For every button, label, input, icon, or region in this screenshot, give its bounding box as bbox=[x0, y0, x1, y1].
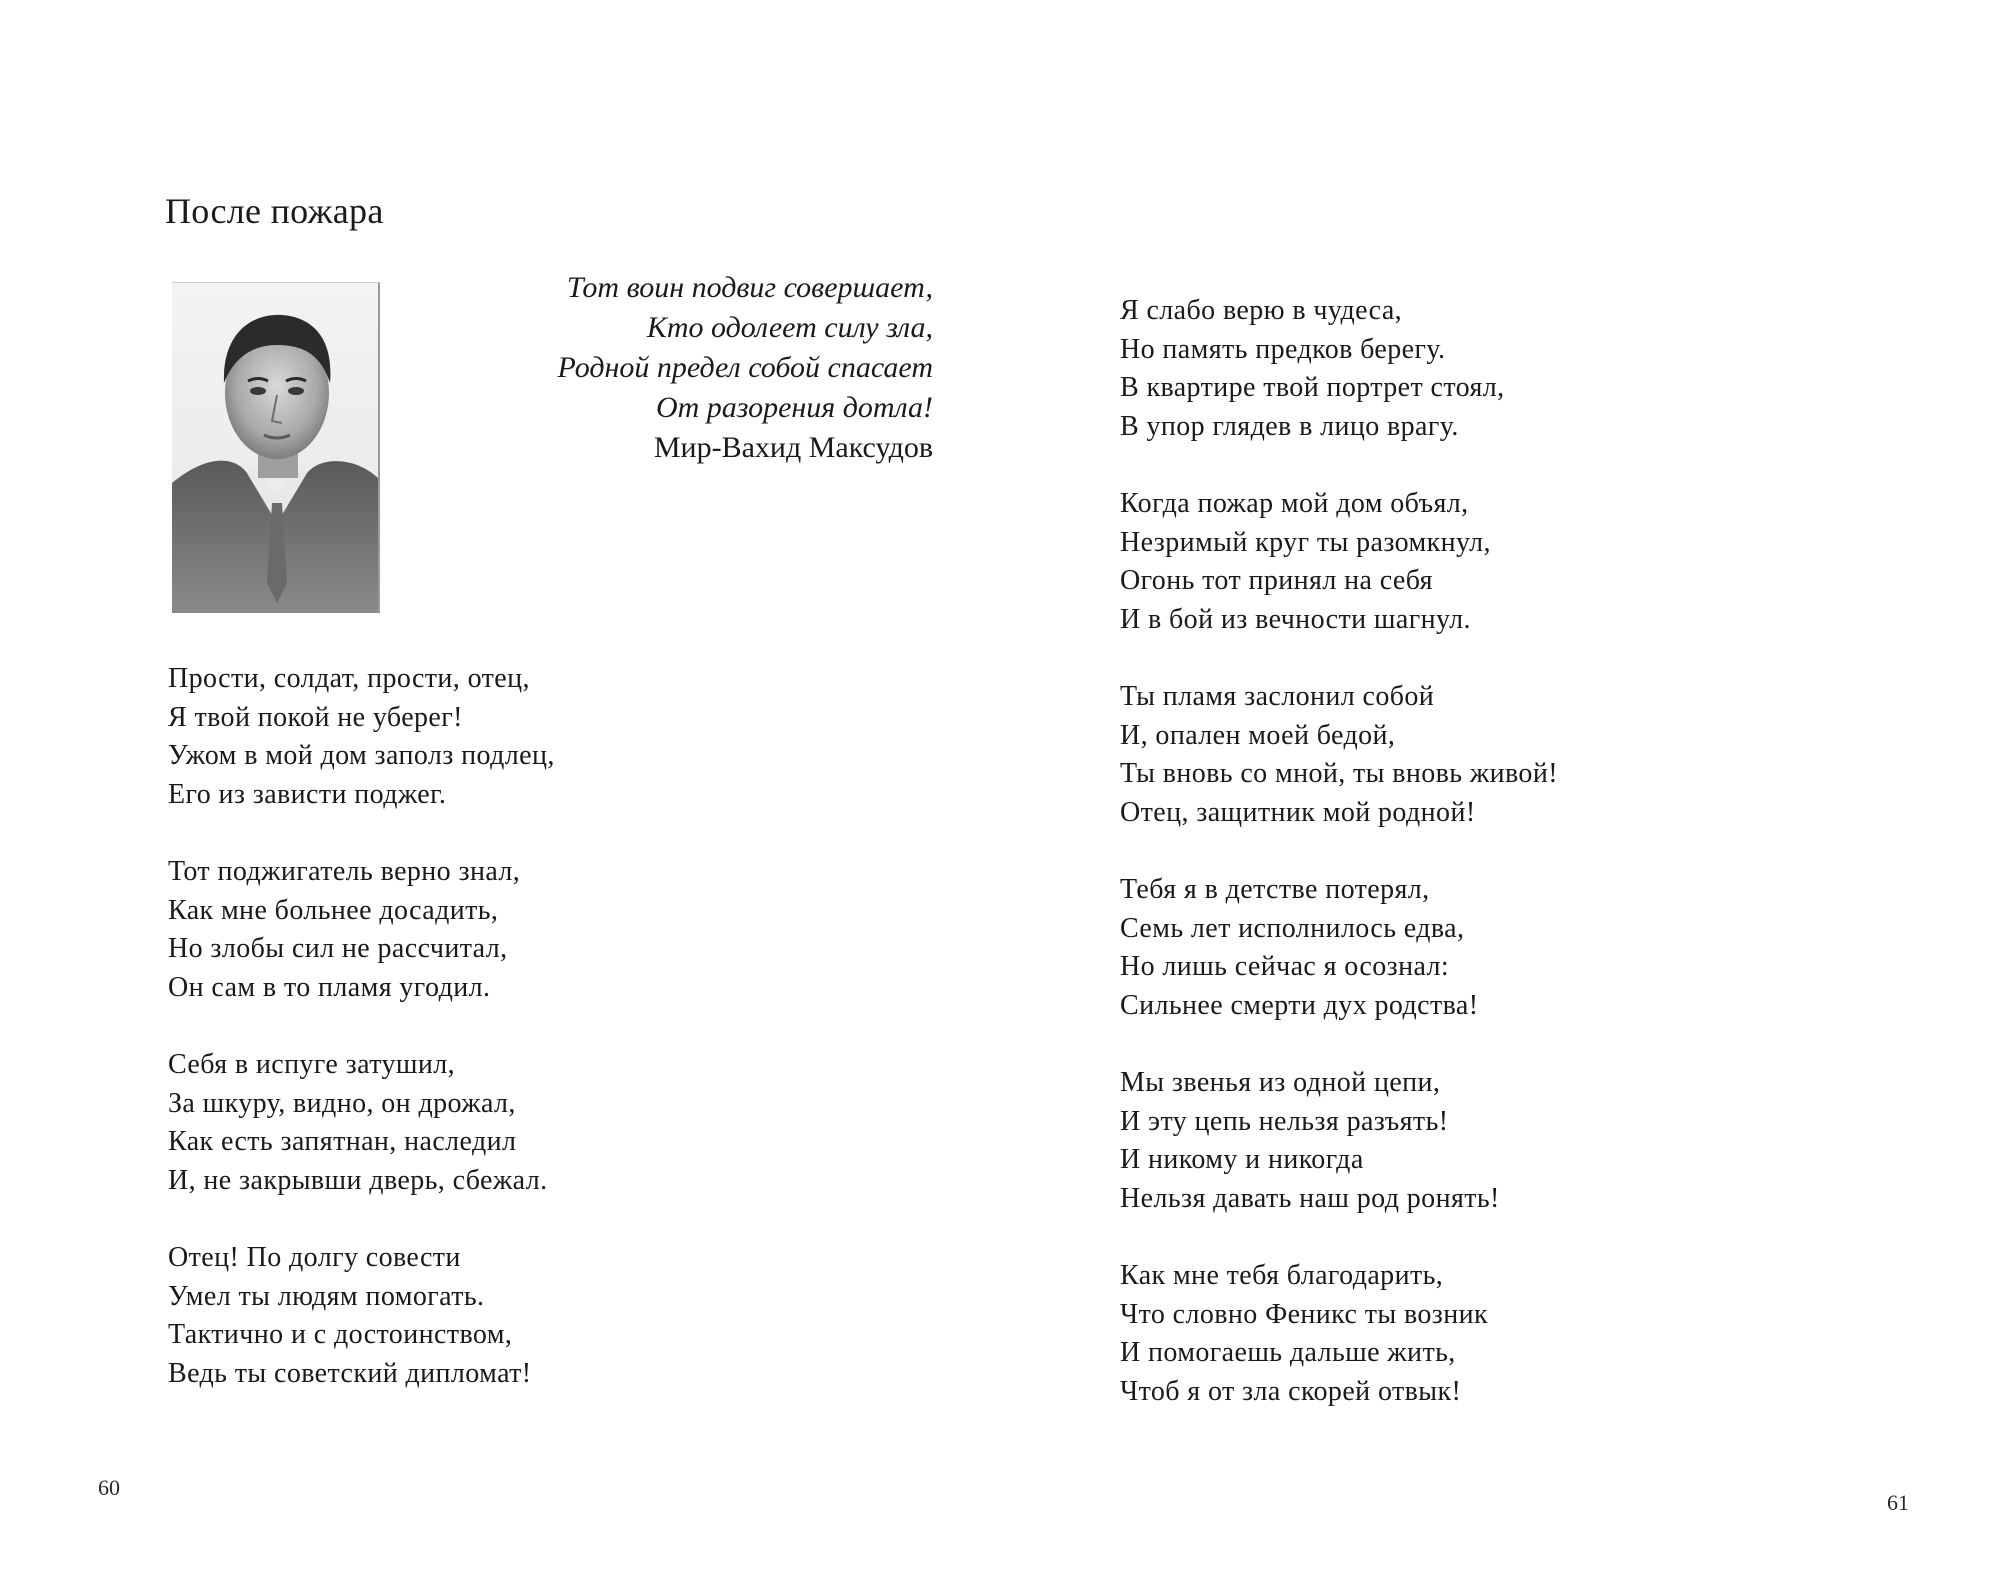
verse-line: Себя в испуге затушил, bbox=[168, 1049, 455, 1080]
epigraph bbox=[558, 268, 933, 468]
stanza bbox=[168, 1239, 555, 1393]
verse-line: Семь лет исполнилось едва, bbox=[1120, 912, 1465, 944]
epigraph-author: Мир-Вахид Максудов bbox=[653, 431, 933, 464]
stanza bbox=[1120, 292, 1558, 446]
epigraph-line: Тот воин подвиг совершает, bbox=[566, 271, 933, 304]
stanza bbox=[168, 660, 555, 814]
verse-line: Я слабо верю в чудеса, bbox=[1120, 295, 1403, 326]
verse-line: В упор глядев в лицо врагу. bbox=[1120, 410, 1459, 442]
stanza bbox=[168, 1046, 555, 1200]
verse-line: Незримый круг ты разомкнул, bbox=[1120, 526, 1491, 558]
poem-right-column bbox=[1120, 292, 1558, 1411]
verse-line: Ты пламя заслонил собой bbox=[1120, 681, 1435, 712]
epigraph-line: От разорения дотла! bbox=[655, 391, 933, 424]
verse-line: Умел ты людям помогать. bbox=[168, 1280, 485, 1312]
stanza bbox=[1120, 871, 1558, 1025]
verse-line: И, не закрывши дверь, сбежал. bbox=[168, 1164, 548, 1196]
epigraph-line: Родной предел собой спасает bbox=[557, 351, 933, 384]
verse-line: Чтоб я от зла скорей отвык! bbox=[1120, 1375, 1462, 1407]
verse-line: И, опален моей бедой, bbox=[1120, 719, 1396, 751]
verse-line: Нельзя давать наш род ронять! bbox=[1120, 1182, 1500, 1214]
verse-line: Тактично и с достоинством, bbox=[168, 1319, 513, 1350]
page-number-left: 60 bbox=[98, 1475, 120, 1500]
verse-line: Я твой покой не уберег! bbox=[168, 701, 463, 733]
verse-line: Ужом в мой дом заполз подлец, bbox=[168, 740, 555, 771]
verse-line: И эту цепь нельзя разъять! bbox=[1120, 1105, 1449, 1137]
stanza bbox=[1120, 1064, 1558, 1218]
verse-line: Ты вновь со мной, ты вновь живой! bbox=[1120, 758, 1558, 789]
portrait-photo bbox=[172, 282, 380, 613]
verse-line: Мы звенья из одной цепи, bbox=[1120, 1067, 1441, 1098]
portrait-icon bbox=[172, 283, 378, 613]
verse-line: И в бой из вечности шагнул. bbox=[1120, 603, 1471, 635]
verse-line: Тот поджигатель верно знал, bbox=[168, 856, 521, 887]
stanza bbox=[1120, 485, 1558, 639]
verse-line: За шкуру, видно, он дрожал, bbox=[168, 1087, 516, 1119]
stanza bbox=[168, 853, 555, 1007]
verse-line: Ведь ты советский дипломат! bbox=[168, 1357, 532, 1389]
page-number-right: 61 bbox=[1887, 1490, 1909, 1515]
poem-title: После пожара bbox=[165, 191, 384, 231]
verse-line: Когда пожар мой дом объял, bbox=[1120, 488, 1469, 519]
verse-line: И помогаешь дальше жить, bbox=[1120, 1337, 1456, 1368]
verse-line: Как есть запятнан, наследил bbox=[168, 1126, 517, 1157]
verse-line: Отец, защитник мой родной! bbox=[1120, 796, 1476, 828]
verse-line: Но память предков берегу. bbox=[1120, 333, 1446, 365]
verse-line: Огонь тот принял на себя bbox=[1120, 565, 1433, 596]
right-page bbox=[1000, 0, 2000, 1573]
epigraph-line: Кто одолеет силу зла, bbox=[646, 311, 933, 344]
verse-line: Что словно Феникс ты возник bbox=[1120, 1298, 1489, 1330]
verse-line: В квартире твой портрет стоял, bbox=[1120, 372, 1505, 403]
verse-line: Прости, солдат, прости, отец, bbox=[168, 663, 530, 694]
verse-line: Отец! По долгу совести bbox=[168, 1242, 461, 1273]
verse-line: Но злобы сил не рассчитал, bbox=[168, 933, 508, 964]
verse-line: Тебя я в детстве потерял, bbox=[1120, 874, 1430, 905]
verse-line: Сильнее смерти дух родства! bbox=[1120, 989, 1479, 1021]
verse-line: Его из зависти поджег. bbox=[168, 778, 447, 810]
verse-line: Но лишь сейчас я осознал: bbox=[1120, 951, 1450, 982]
verse-line: Как мне тебя благодарить, bbox=[1120, 1260, 1444, 1291]
verse-line: И никому и никогда bbox=[1120, 1144, 1364, 1175]
stanza bbox=[1120, 678, 1558, 832]
verse-line: Он сам в то пламя угодил. bbox=[168, 971, 491, 1003]
stanza bbox=[1120, 1257, 1558, 1411]
verse-line: Как мне больнее досадить, bbox=[168, 894, 499, 926]
poem-left-column bbox=[168, 660, 555, 1393]
